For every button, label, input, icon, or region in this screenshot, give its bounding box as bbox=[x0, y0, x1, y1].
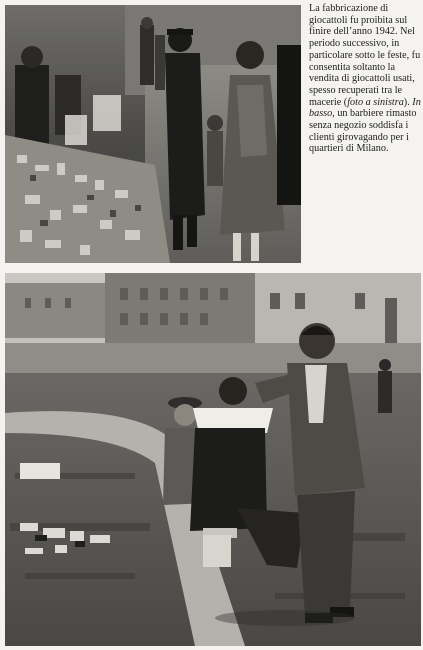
caption-photo-ref: foto a sinistra bbox=[347, 96, 404, 108]
toy-market-image bbox=[5, 5, 301, 263]
street-barber-image bbox=[5, 273, 421, 646]
caption-text-1: La fabbricazione di giocattoli fu proibita sul finire dell’anno 1942. Nel periodo successivo, in particolare sotto le feste, fu consentita soltanto la vendita di giocattoli usati, spesso recuperati tra le macerie ( bbox=[309, 3, 421, 108]
photo-caption bbox=[309, 3, 421, 155]
caption-below-ref: In basso bbox=[309, 96, 421, 120]
street-barber-photo bbox=[5, 273, 421, 646]
caption-text-3: , un barbiere rimasto senza negozio soddisfa i clienti girovagando per i quartieri di Milano. bbox=[309, 108, 417, 155]
caption-text-2: ). bbox=[403, 96, 413, 108]
toy-market-photo bbox=[5, 5, 301, 263]
